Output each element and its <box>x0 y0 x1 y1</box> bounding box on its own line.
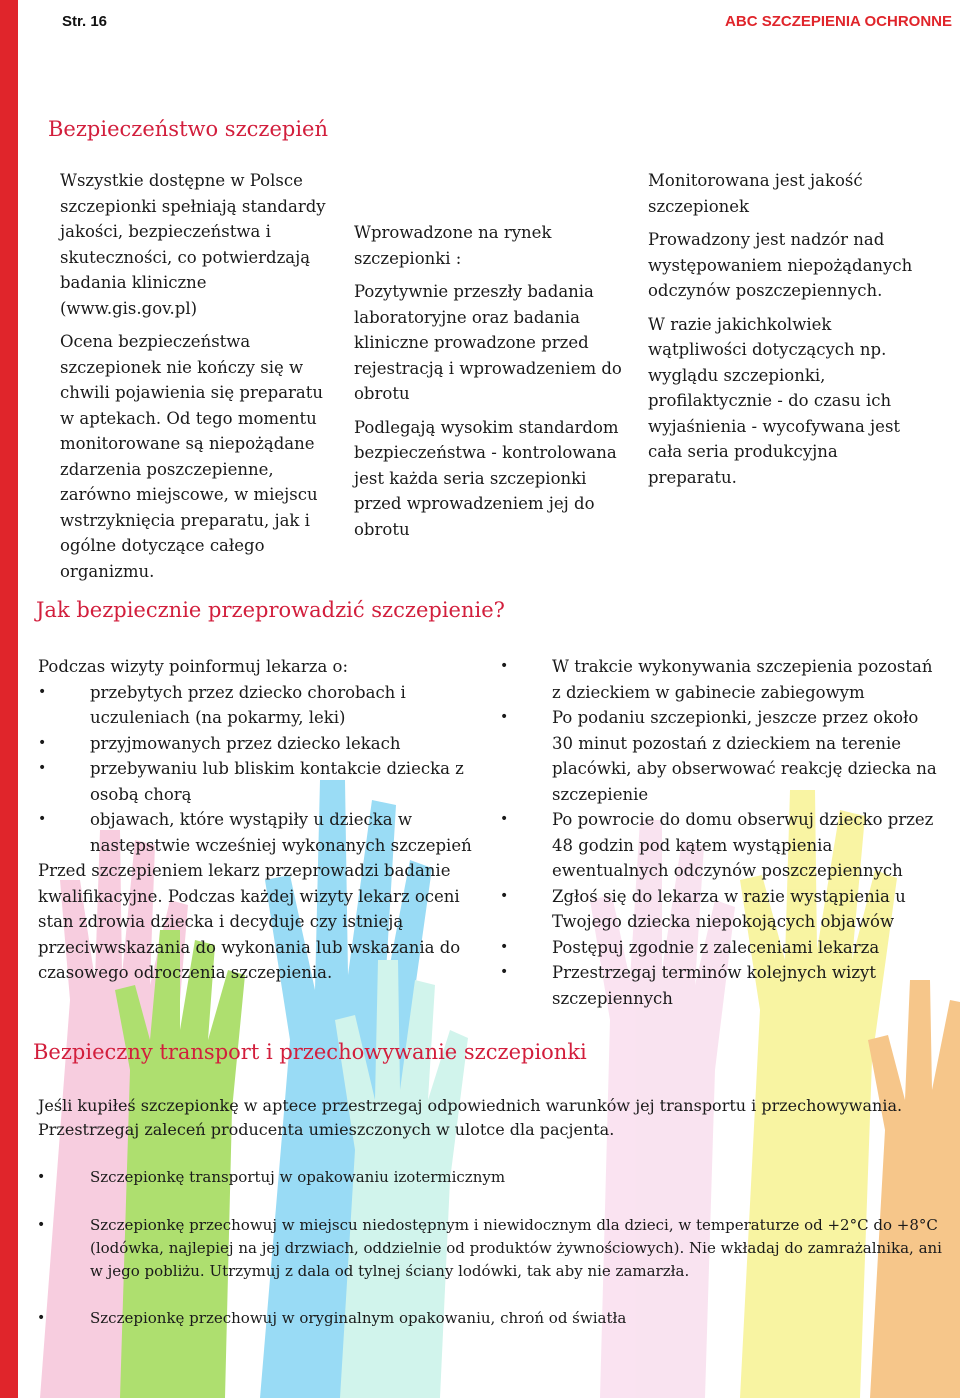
bullet-icon: • <box>37 1310 46 1326</box>
list-item: • objawach, które wystąpiły u dziecka w następstwie wcześniej wykonanych szczepień <box>90 807 478 858</box>
transport-item-2 <box>37 1214 950 1283</box>
intro-text: Podczas wizyty poinformuj lekarza o: <box>38 657 349 676</box>
closing-paragraph: Przed szczepieniem lekarz przeprowadzi badanie kwalifikacyjne. Podczas każdej wizyty lekarz oceni stan zdrowia dziecka i decyduje czy istnieją przeciwwskazania do wykonania lub wskazania do czasowego odroczenia szczepienia. <box>38 861 461 982</box>
left-red-margin-bar <box>0 0 18 1398</box>
visit-info-column <box>38 654 478 986</box>
bullet-icon: • <box>37 1217 46 1233</box>
after-vaccination-column <box>552 654 944 1011</box>
page-number: Str. 16 <box>62 13 108 30</box>
paragraph: Wszystkie dostępne w Polsce szczepionki spełniają standardy jakości, bezpieczeństwa i skuteczności, co potwierdzają badania kliniczne (www.gis.gov.pl) <box>60 171 326 318</box>
list-item: • Po powrocie do domu obserwuj dziecko przez 48 godzin pod kątem wystąpienia ewentualnych odczynów poszczepiennych <box>552 807 944 884</box>
list-item-text: Szczepionkę przechowuj w oryginalnym opakowaniu, chroń od światła <box>90 1309 627 1327</box>
transport-intro: Jeśli kupiłeś szczepionkę w aptece przestrzegaj odpowiednich warunków jej transportu i przechowywania. Przestrzegaj zaleceń producenta umieszczonych w ulotce dla pacjenta. <box>38 1096 903 1139</box>
safety-column-1 <box>60 168 342 592</box>
transport-item-1 <box>37 1166 950 1189</box>
publication-title: ABC SZCZEPIENIA OCHRONNE <box>725 13 952 30</box>
paragraph: Ocena bezpieczeństwa szczepionek nie kończy się w chwili pojawienia się preparatu w aptekach. Od tego momentu monitorowane są niepożądane zdarzenia poszczepienne, zarówno miejscowe, w miejscu wstrzyknięcia preparatu, jak i ogólne dotyczące całego organizmu. <box>60 332 324 581</box>
paragraph: W razie jakichkolwiek wątpliwości dotyczących np. wyglądu szczepionki, profilaktycznie - do czasu ich wyjaśnienia - wycofywana jest cała seria produkcyjna preparatu. <box>648 314 901 487</box>
section-title-how-to-vaccinate: Jak bezpiecznie przeprowadzić szczepienie? <box>36 598 505 622</box>
transport-item-3 <box>37 1307 950 1330</box>
paragraph: Podlegają wysokim standardom bezpieczeństwa - kontrolowana jest każda seria szczepionki przed wprowadzeniem jej do obrotu <box>354 417 619 539</box>
list-item: • W trakcie wykonywania szczepienia pozostań z dzieckiem w gabinecie zabiegowym <box>552 654 944 705</box>
safety-column-2 <box>354 220 630 550</box>
paragraph: Prowadzony jest nadzór nad występowaniem niepożądanych odczynów poszczepiennych. <box>648 230 913 300</box>
safety-column-3 <box>648 168 926 498</box>
paragraph: Pozytywnie przeszły badania laboratoryjne oraz badania kliniczne prowadzone przed rejestracją i wprowadzeniem do obrotu <box>354 282 622 403</box>
list-item: • Przestrzegaj terminów kolejnych wizyt szczepiennych <box>552 960 944 1011</box>
orange-hand-shape <box>868 980 960 1398</box>
list-item: • Po podaniu szczepionki, jeszcze przez około 30 minut pozostań z dzieckiem na terenie placówki, aby obserwować reakcję dziecka na szczepienie <box>552 705 944 807</box>
bullet-icon: • <box>37 1169 46 1185</box>
list-item: • przyjmowanych przez dziecko lekach <box>90 731 478 757</box>
list-item: • przebywaniu lub bliskim kontakcie dziecka z osobą chorą <box>90 756 478 807</box>
paragraph: Monitorowana jest jakość szczepionek <box>648 171 863 216</box>
paragraph: Wprowadzone na rynek szczepionki : <box>354 223 552 268</box>
inform-doctor-list <box>90 680 478 859</box>
after-vaccination-list <box>552 654 944 1011</box>
list-item: • Zgłoś się do lekarza w razie wystąpienia u Twojego dziecka niepokojących objawów <box>552 884 944 935</box>
list-item: • Postępuj zgodnie z zaleceniami lekarza <box>552 935 944 961</box>
list-item-text: Szczepionkę przechowuj w miejscu niedostępnym i niewidocznym dla dzieci, w temperaturze od +2°C do +8°C (lodówka, najlepiej na jej drzwiach, oddzielnie od produktów żywnościowych). Nie wkładaj do zamrażalnika, ani w jego pobliżu. Utrzymuj z dala od tylnej ściany lodówki, tak aby nie zamarzła. <box>90 1216 942 1280</box>
list-item-text: Szczepionkę transportuj w opakowaniu izotermicznym <box>90 1168 506 1186</box>
list-item: • przebytych przez dziecko chorobach i uczuleniach (na pokarmy, leki) <box>90 680 478 731</box>
section-title-vaccine-safety: Bezpieczeństwo szczepień <box>48 117 329 141</box>
section-title-transport-storage: Bezpieczny transport i przechowywanie szczepionki <box>33 1040 587 1064</box>
